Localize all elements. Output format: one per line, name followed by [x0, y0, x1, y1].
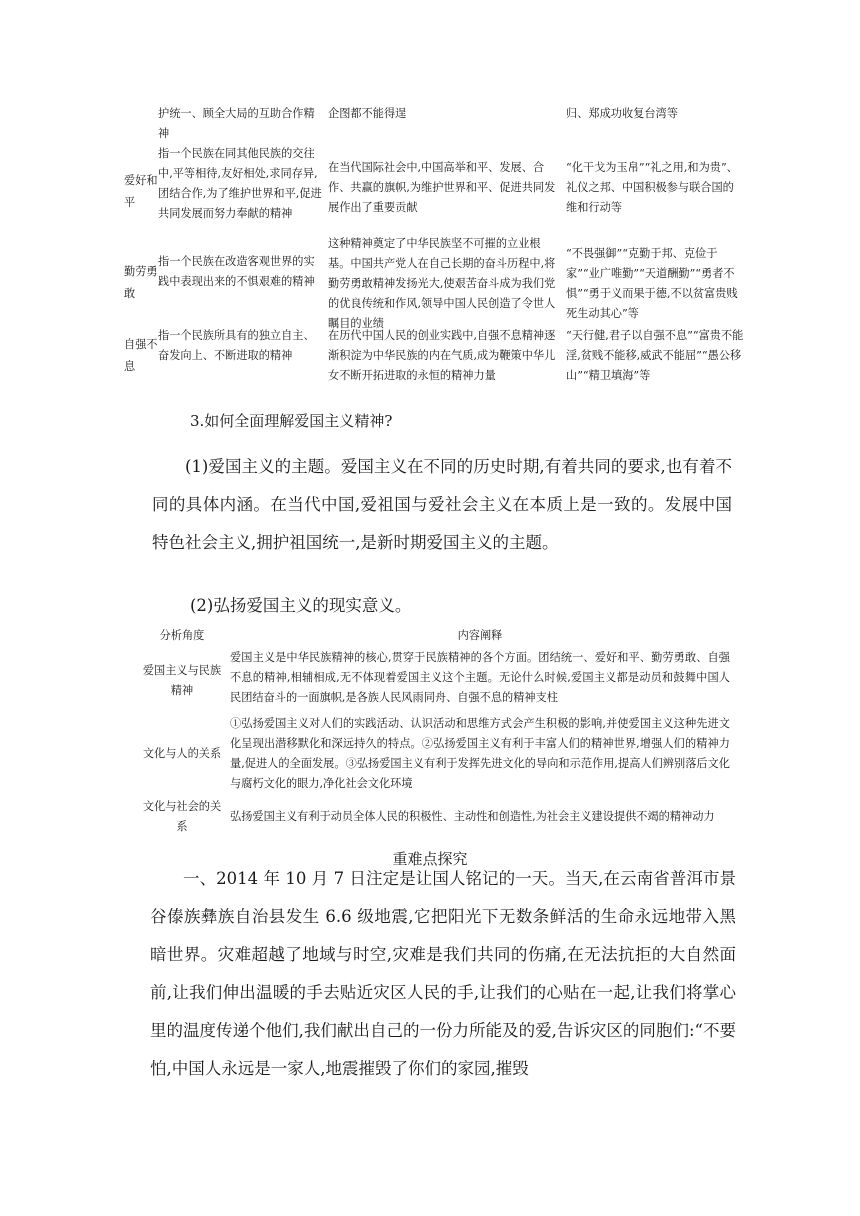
spirit-meaning-cell: 在历代中国人民的创业实践中,自强不息精神逐渐积淀为中华民族的内在气质,成为鞭策中华儿女不断开拓进取的永恒的精神力量	[328, 329, 556, 382]
question-heading: 3.如何全面理解爱国主义精神?	[190, 412, 393, 430]
section-heading: 重难点探究	[392, 850, 468, 868]
spirit-examples-cell: “不畏强御”“克勤于邦、克俭于家”“业广唯勤”“天道酬勤”“勇者不惧”“勇于义而果于德,不以贫富贵贱死生动其心”等	[566, 247, 738, 320]
table-row	[140, 648, 740, 714]
row-value: 弘扬爱国主义有利于动员全体人民的积极性、主动性和创造性,为社会主义建设提供不竭的精神动力	[230, 810, 715, 823]
national-spirit-table	[124, 104, 744, 386]
spirit-name-cell: 自强不息	[124, 338, 158, 373]
spirit-name-cell	[124, 104, 158, 144]
spirit-desc-cell: 指一个民族在改造客观世界的实践中表现出来的不惧艰难的精神	[158, 255, 315, 288]
row-value: ①弘扬爱国主义对人们的实践活动、认识活动和思维方式会产生积极的影响,并使爱国主义这种先进文化呈现出潜移默化和深远持久的特点。②弘扬爱国主义有利于丰富人们的精神世界,增强人们的精神力量,促进人的全面发展。③弘扬爱国主义有利于发挥先进文化的导向和示范作用,提高人们辨别落后文化与腐朽文化的眼力,净化社会文化环境	[230, 717, 730, 790]
row-key: 爱国主义与民族精神	[142, 664, 222, 697]
spirit-name-cell: 爱好和平	[124, 174, 158, 209]
header-key: 分析角度	[159, 629, 205, 642]
spirit-meaning-cell: 这种精神奠定了中华民族坚不可摧的立业根基。中国共产党人在自己长期的奋斗历程中,将勤劳勇敢精神发扬光大,使艰苦奋斗成为我们党的优良传统和作风,领导中国人民创造了令世人瞩目的业绩	[328, 237, 556, 330]
table-row	[124, 237, 744, 330]
paragraph-theme: (1)爱国主义的主题。爱国主义在不同的历史时期,有着共同的要求,也有着不同的具体内涵。在当代中国,爱祖国与爱社会主义在本质上是一致的。发展中国特色社会主义,拥护祖国统一,是新时期爱国主义的主题。	[152, 457, 732, 552]
table-row	[124, 104, 744, 144]
spirit-examples-cell: “天行健,君子以自强不息”“富贵不能淫,贫贱不能移,威武不能屈”“愚公移山”“精卫填海”等	[566, 329, 744, 382]
table-header	[140, 624, 740, 648]
significance-table	[140, 624, 740, 840]
spirit-name-cell: 勤劳勇敢	[124, 265, 158, 300]
header-value: 内容阐释	[457, 629, 503, 642]
spirit-desc-cell: 指一个民族所具有的独立自主、奋发向上、不断进取的精神	[158, 329, 315, 362]
row-key: 文化与人的关系	[142, 747, 222, 760]
table-row	[140, 794, 740, 840]
spirit-desc-cell: 指一个民族在同其他民族的交往中,平等相待,友好相处,求同存异,团结合作,为了维护世界和平,促进共同发展而努力奉献的精神	[158, 147, 322, 220]
spirit-examples-cell: 归、郑成功收复台湾等	[566, 107, 678, 120]
row-key: 文化与社会的关系	[142, 800, 222, 833]
subheading-significance: (2)弘扬爱国主义的现实意义。	[190, 596, 412, 615]
table-row	[124, 326, 744, 386]
spirit-meaning-cell: 企图都不能得逞	[328, 107, 407, 120]
paragraph-earthquake: 一、2014 年 10 月 7 日注定是让国人铭记的一天。当天,在云南省普洱市景谷傣族彝族自治县发生 6.6 级地震,它把阳光下无数条鲜活的生命永远地带入黑暗世界。灾难超越了地域与时空,灾难是我们共同的伤痛,在无法抗拒的大自然面前,让我们伸出温暖的手去贴近灾区人民的手,让我们的心贴在一起,让我们将掌心里的温度传递个他们,我们献出自己的一份力所能及的爱,告诉灾区的同胞们:“不要怕,中国人永远是一家人,地震摧毁了你们的家园,摧毁	[150, 869, 736, 1078]
table-row	[140, 714, 740, 794]
spirit-desc-cell: 护统一、顾全大局的互助合作精神	[158, 107, 315, 140]
spirit-examples-cell: “化干戈为玉帛”“礼之用,和为贵”、礼仪之邦、中国积极参与联合国的维和行动等	[566, 161, 738, 214]
spirit-meaning-cell: 在当代国际社会中,中国高举和平、发展、合作、共赢的旗帜,为维护世界和平、促进共同发展作出了重要贡献	[328, 161, 556, 214]
row-value: 爱国主义是中华民族精神的核心,贯穿于民族精神的各个方面。团结统一、爱好和平、勤劳勇敢、自强不息的精神,相辅相成,无不体现着爱国主义这个主题。无论什么时候,爱国主义都是动员和鼓舞中国人民团结奋斗的一面旗帜,是各族人民风雨同舟、自强不息的精神支柱	[230, 651, 730, 704]
table-row	[124, 144, 744, 240]
